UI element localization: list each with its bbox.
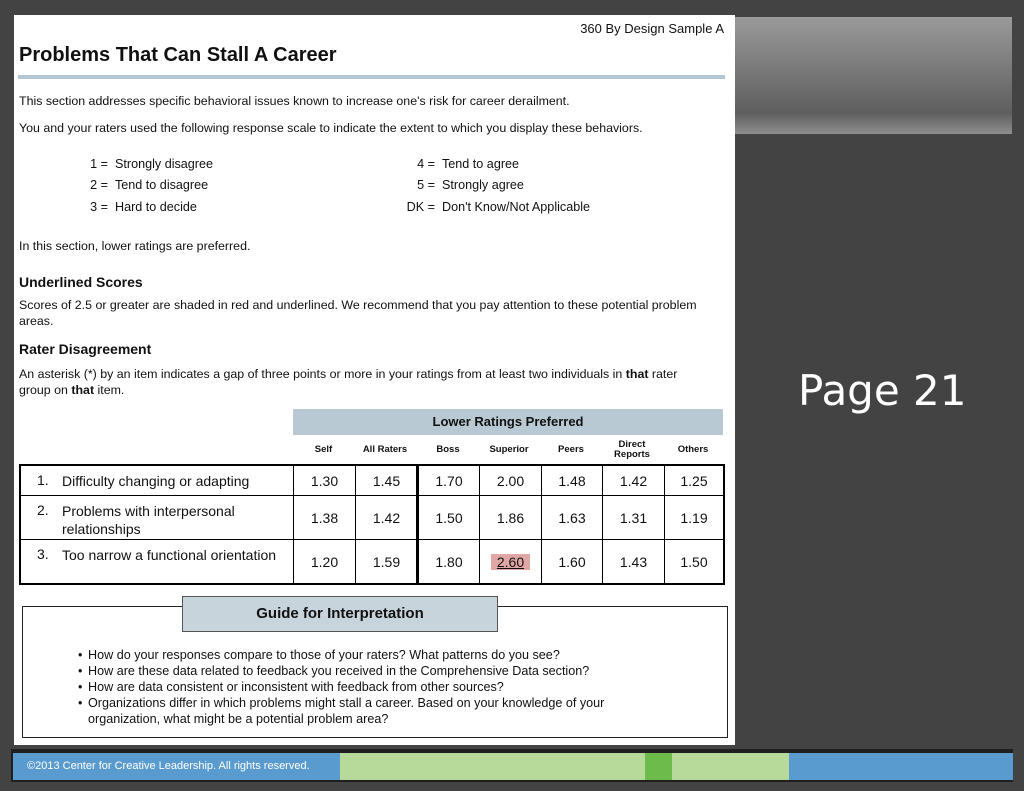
rater-disagreement-text: An asterisk (*) by an item indicates a gap of three points or more in your ratings from at least two individuals in that rater group on that item. — [19, 367, 678, 397]
row-item-label: Difficulty changing or adapting — [62, 473, 250, 489]
lower-ratings-note: In this section, lower ratings are preferred. — [19, 239, 251, 253]
scale-item: 1 = Strongly disagree — [90, 157, 214, 171]
table-cell: 1.45 — [372, 472, 401, 489]
column-divider — [479, 466, 480, 583]
title-divider — [18, 75, 725, 79]
table-cell: 1.25 — [680, 472, 708, 489]
footer-segment — [672, 753, 789, 780]
intro-paragraph-2: You and your raters used the following response scale to indicate the extent to which you display these behaviors. — [19, 121, 643, 135]
page-title: Problems That Can Stall A Career — [19, 44, 337, 66]
scale-item: 5 = Strongly agree — [417, 178, 524, 192]
table-cell: 1.80 — [435, 553, 463, 570]
guide-bullet: • Organizations differ in which problems might stall a career. Based on your knowledge of your organization, what might be a potential problem area? — [78, 695, 678, 727]
lower-ratings-band: Lower Ratings Preferred — [293, 409, 723, 435]
column-divider — [541, 466, 542, 583]
table-cell: 1.50 — [680, 553, 708, 570]
table-cell: 1.19 — [680, 509, 708, 526]
footer-segment — [645, 753, 672, 780]
intro-paragraph-1: This section addresses specific behavioral issues known to increase one's risk for career derailment. — [19, 94, 570, 108]
row-number: 3. — [37, 546, 49, 562]
table-cell-highlighted — [480, 540, 541, 583]
table-cell: 1.42 — [619, 472, 648, 489]
row-item-label: Too narrow a functional orientation — [62, 547, 277, 563]
table-cell: 1.60 — [558, 553, 586, 570]
footer-segment — [340, 753, 645, 780]
row-number: 1. — [37, 472, 49, 488]
table-cell: 1.38 — [310, 509, 339, 526]
guide-bullet: • How do your responses compare to those of your raters? What patterns do you see? — [78, 647, 678, 663]
scale-item: 2 = Tend to disagree — [90, 178, 209, 192]
table-cell: 1.59 — [372, 553, 401, 570]
scale-item: 4 = Tend to agree — [417, 157, 520, 171]
column-divider — [293, 466, 294, 583]
table-cell: 1.30 — [310, 472, 339, 489]
column-header: All Raters — [362, 444, 408, 455]
underlined-scores-heading: Underlined Scores — [19, 274, 143, 290]
column-header: Peers — [558, 444, 584, 455]
column-header: Superior — [489, 444, 529, 455]
row-item-label: Problems with interpersonal relationships — [62, 503, 235, 537]
guide-bullet: • How are data consistent or inconsistent with feedback from other sources? — [78, 679, 678, 695]
table-cell: 1.20 — [310, 553, 339, 570]
table-cell: 1.86 — [496, 509, 525, 526]
document-page — [14, 15, 735, 745]
column-header: Self — [314, 444, 333, 455]
footer-copyright: ©2013 Center for Creative Leadership. All rights reserved. — [13, 753, 340, 780]
top-accent-band — [735, 17, 1012, 134]
table-cell: 1.48 — [558, 472, 586, 489]
column-divider — [602, 466, 603, 583]
table-row — [21, 466, 723, 496]
column-divider — [416, 466, 419, 583]
rater-disagreement-heading: Rater Disagreement — [19, 341, 152, 357]
column-divider — [664, 466, 665, 583]
column-divider — [355, 466, 356, 583]
row-number: 2. — [37, 502, 49, 518]
table-cell: 1.50 — [435, 509, 463, 526]
table-cell: 1.43 — [619, 553, 648, 570]
table-cell: 1.63 — [558, 509, 586, 526]
page-label: Page 21 — [798, 366, 967, 415]
footer-segment — [789, 753, 1013, 780]
column-header: Direct Reports — [614, 439, 650, 460]
table-cell: 1.42 — [372, 509, 401, 526]
table-row — [21, 540, 723, 583]
guide-bullet: • How are these data related to feedback you received in the Comprehensive Data section? — [78, 663, 678, 679]
table-cell: 1.31 — [619, 509, 648, 526]
scale-item: DK = Don't Know/Not Applicable — [406, 200, 591, 214]
flagged-score: 2.60 — [491, 554, 530, 570]
scale-item: 3 = Hard to decide — [90, 200, 197, 214]
doc-header: 360 By Design Sample A — [580, 21, 724, 36]
underlined-scores-text: Scores of 2.5 or greater are shaded in red and underlined. We recommend that you pay attention to these potential problem areas. — [19, 298, 697, 328]
ratings-table — [19, 464, 725, 585]
guide-title: Guide for Interpretation — [182, 596, 498, 632]
column-header: Others — [677, 444, 709, 455]
table-row — [21, 496, 723, 540]
table-cell: 2.00 — [496, 472, 525, 489]
column-header: Boss — [436, 444, 460, 455]
guide-bullet-list — [78, 647, 678, 727]
table-cell: 1.70 — [435, 472, 463, 489]
